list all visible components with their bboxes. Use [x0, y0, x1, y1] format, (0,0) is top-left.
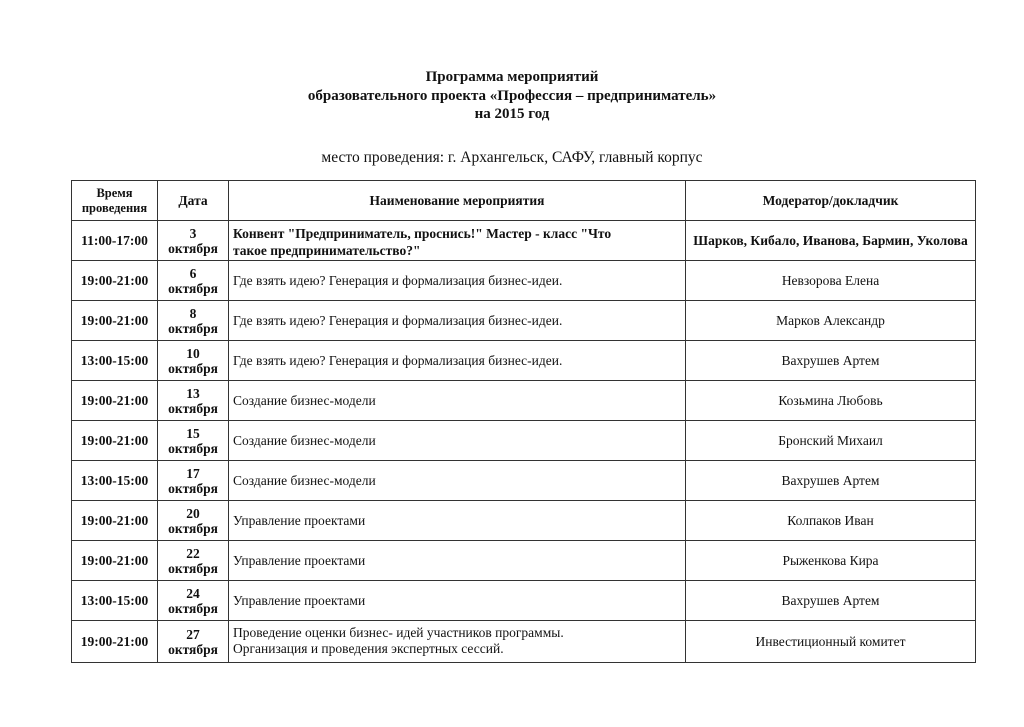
time-cell: 19:00-21:00	[72, 381, 158, 421]
moderator-cell: Невзорова Елена	[686, 261, 976, 301]
table-row	[72, 301, 976, 341]
event-line-1: Управление проектами	[233, 512, 366, 528]
table-row	[72, 421, 976, 461]
event-line-1: Управление проектами	[233, 592, 366, 608]
moderator-cell: Марков Александр	[686, 301, 976, 341]
title-line-1: Программа мероприятий	[425, 69, 599, 85]
document-title	[0, 68, 1024, 124]
time-cell: 19:00-21:00	[72, 501, 158, 541]
event-line-1: Создание бизнес-модели	[233, 392, 376, 408]
date-day: 20	[186, 505, 200, 521]
date-cell	[158, 501, 229, 541]
time-cell: 13:00-15:00	[72, 581, 158, 621]
date-day: 8	[189, 305, 197, 321]
date-day: 17	[186, 465, 200, 481]
date-month: октября	[168, 400, 218, 416]
moderator-cell: Бронский Михаил	[686, 421, 976, 461]
time-cell: 13:00-15:00	[72, 461, 158, 501]
event-cell	[229, 541, 686, 581]
moderator-cell: Вахрушев Артем	[686, 581, 976, 621]
date-cell	[158, 461, 229, 501]
date-day: 24	[186, 585, 200, 601]
column-header-event: Наименование мероприятия	[229, 181, 686, 221]
table-row	[72, 381, 976, 421]
time-cell: 19:00-21:00	[72, 541, 158, 581]
event-cell	[229, 381, 686, 421]
date-month: октября	[168, 520, 218, 536]
event-cell	[229, 581, 686, 621]
date-day: 13	[186, 385, 200, 401]
table-row	[72, 581, 976, 621]
title-line-2: образовательного проекта «Профессия – предприниматель»	[307, 87, 717, 104]
event-line-1: Конвент "Предприниматель, проснись!" Мастер - класс "Что	[233, 226, 612, 241]
time-cell: 13:00-15:00	[72, 341, 158, 381]
event-cell	[229, 261, 686, 301]
column-header-time-line-2: проведения	[81, 200, 148, 215]
moderator-cell: Шарков, Кибало, Иванова, Бармин, Уколова	[686, 221, 976, 261]
date-month: октября	[168, 480, 218, 496]
table-row	[72, 221, 976, 261]
event-cell	[229, 301, 686, 341]
time-cell: 19:00-21:00	[72, 261, 158, 301]
event-line-1: Создание бизнес-модели	[233, 472, 376, 488]
title-line-3: на 2015 год	[474, 106, 550, 122]
event-cell	[229, 221, 686, 261]
table-row	[72, 261, 976, 301]
event-line-1: Где взять идею? Генерация и формализация бизнес-идеи.	[233, 312, 563, 328]
event-cell	[229, 501, 686, 541]
date-cell	[158, 621, 229, 663]
date-day: 15	[186, 425, 200, 441]
date-month: октября	[168, 240, 218, 256]
date-month: октября	[168, 560, 218, 576]
table-row	[72, 621, 976, 663]
time-cell: 19:00-21:00	[72, 421, 158, 461]
date-month: октября	[168, 320, 218, 336]
event-cell	[229, 421, 686, 461]
event-line-1: Проведение оценки бизнес- идей участников программы.	[233, 625, 564, 640]
event-line-1: Где взять идею? Генерация и формализация бизнес-идеи.	[233, 352, 563, 368]
date-cell	[158, 581, 229, 621]
date-cell	[158, 381, 229, 421]
event-cell	[229, 461, 686, 501]
date-month: октября	[168, 440, 218, 456]
time-cell: 19:00-21:00	[72, 301, 158, 341]
event-line-2: Организация и проведения экспертных сессий.	[233, 641, 504, 656]
date-month: октября	[168, 280, 218, 296]
moderator-cell: Инвестиционный комитет	[686, 621, 976, 663]
date-day: 27	[186, 626, 200, 642]
event-line-1: Где взять идею? Генерация и формализация бизнес-идеи.	[233, 272, 563, 288]
date-day: 22	[186, 545, 200, 561]
date-day: 10	[186, 345, 200, 361]
venue-line: место проведения: г. Архангельск, САФУ, главный корпус	[321, 149, 703, 166]
column-header-date: Дата	[158, 181, 229, 221]
date-cell	[158, 541, 229, 581]
date-day: 3	[189, 225, 197, 241]
date-cell	[158, 421, 229, 461]
schedule-table	[71, 180, 976, 663]
date-cell	[158, 261, 229, 301]
date-cell	[158, 221, 229, 261]
column-header-time	[72, 181, 158, 221]
time-cell: 11:00-17:00	[72, 221, 158, 261]
event-line-2: такое предпринимательство?"	[233, 243, 421, 258]
date-month: октября	[168, 600, 218, 616]
table-row	[72, 541, 976, 581]
event-line-1: Создание бизнес-модели	[233, 432, 376, 448]
event-line-1: Управление проектами	[233, 552, 366, 568]
moderator-cell: Рыженкова Кира	[686, 541, 976, 581]
table-row	[72, 341, 976, 381]
date-month: октября	[168, 641, 218, 657]
event-cell	[229, 341, 686, 381]
table-row	[72, 501, 976, 541]
table-header-row	[72, 181, 976, 221]
event-cell	[229, 621, 686, 663]
date-cell	[158, 341, 229, 381]
column-header-moderator: Модератор/докладчик	[686, 181, 976, 221]
moderator-cell: Козьмина Любовь	[686, 381, 976, 421]
date-day: 6	[189, 265, 197, 281]
date-cell	[158, 301, 229, 341]
time-cell: 19:00-21:00	[72, 621, 158, 663]
moderator-cell: Вахрушев Артем	[686, 341, 976, 381]
date-month: октября	[168, 360, 218, 376]
moderator-cell: Вахрушев Артем	[686, 461, 976, 501]
table-row	[72, 461, 976, 501]
column-header-time-line-1: Время	[96, 185, 133, 200]
moderator-cell: Колпаков Иван	[686, 501, 976, 541]
